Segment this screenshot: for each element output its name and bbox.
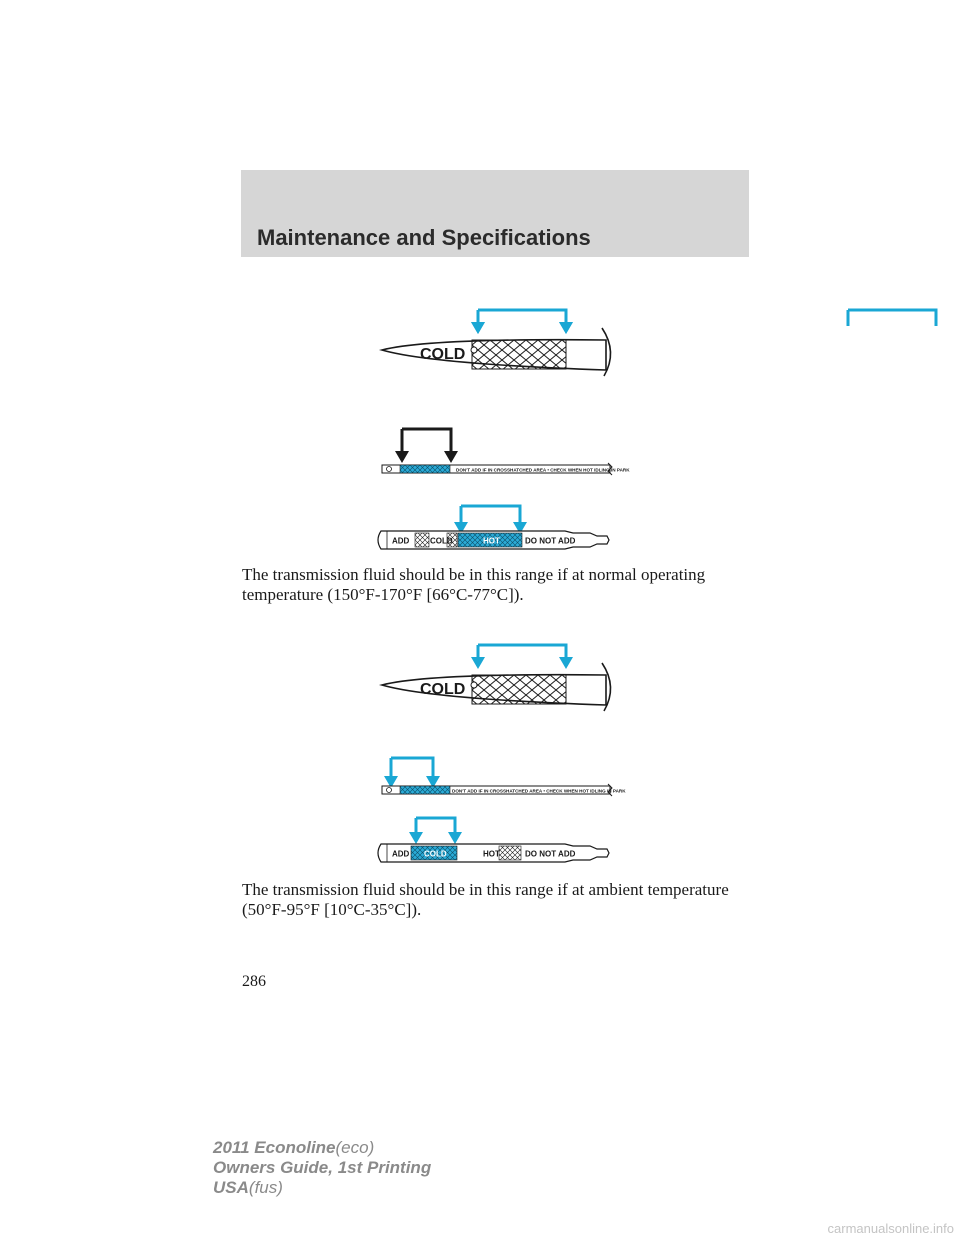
zone-cold: COLD bbox=[430, 536, 453, 546]
dipstick-strip-2 bbox=[380, 752, 626, 802]
zone-hot: HOT bbox=[483, 536, 500, 546]
zone-do-not-add: DO NOT ADD bbox=[525, 849, 576, 859]
caption-hot-range: The transmission fluid should be in this range if at normal operating temperature (150°F-170°F [66°C-77°C]). bbox=[242, 565, 706, 604]
footer-model-code: (eco) bbox=[335, 1138, 375, 1157]
footer-region: USA bbox=[213, 1178, 249, 1197]
dipstick-cold-1 bbox=[370, 300, 620, 382]
caption-ambient-range: The transmission fluid should be in this range if at ambient temperature (50°F-95°F [10°C-35°C]). bbox=[242, 880, 729, 919]
strip-warning: DON'T ADD IF IN CROSSHATCHED AREA • CHECK WHEN HOT IDLING IN PARK bbox=[452, 788, 626, 794]
page-number: 286 bbox=[242, 973, 266, 990]
dipstick-zones-2 bbox=[375, 810, 620, 862]
dipstick-strip-1 bbox=[380, 425, 630, 475]
watermark: carmanualsonline.info bbox=[827, 1221, 954, 1236]
zone-add: ADD bbox=[392, 849, 410, 859]
cold-label: COLD bbox=[420, 346, 466, 363]
zone-hot: HOT bbox=[483, 849, 500, 859]
section-header bbox=[241, 170, 749, 257]
cold-label: COLD bbox=[420, 681, 466, 698]
document-footer bbox=[213, 1138, 431, 1198]
footer-model: 2011 Econoline bbox=[213, 1138, 336, 1157]
page-title: Maintenance and Specifications bbox=[257, 225, 591, 250]
dipstick-zones-1 bbox=[375, 500, 620, 552]
zone-do-not-add: DO NOT ADD bbox=[525, 536, 576, 546]
zone-cold: COLD bbox=[424, 849, 447, 859]
footer-guide: Owners Guide, 1st Printing bbox=[213, 1158, 432, 1177]
zone-add: ADD bbox=[392, 536, 410, 546]
footer-region-code: (fus) bbox=[248, 1178, 283, 1197]
strip-warning: DON'T ADD IF IN CROSSHATCHED AREA • CHECK WHEN HOT IDLING IN PARK bbox=[456, 467, 630, 473]
dipstick-cold-2 bbox=[370, 635, 620, 717]
